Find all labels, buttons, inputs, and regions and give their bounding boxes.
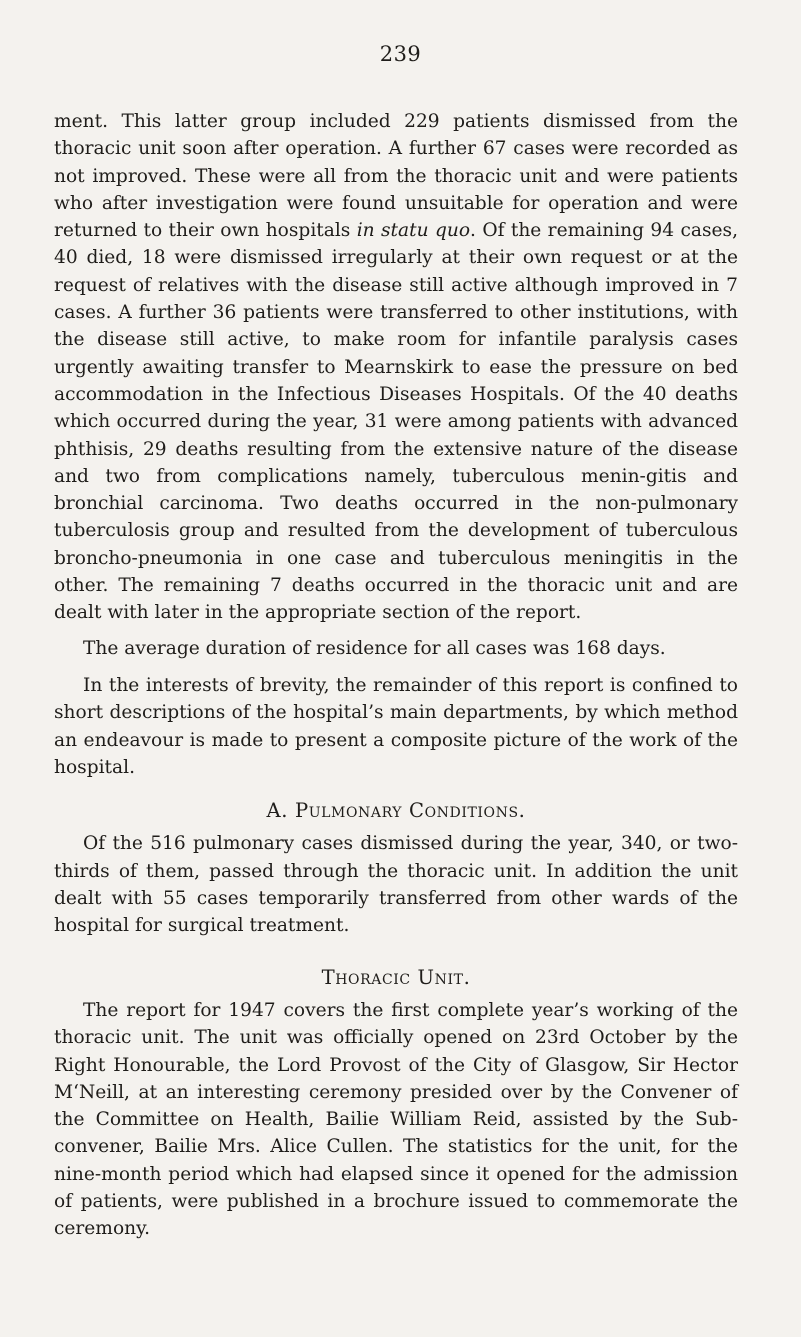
section-heading-pulmonary-conditions: A. Pulmonary Conditions.	[266, 799, 526, 823]
section-heading-thoracic-unit: Thoracic Unit.	[321, 965, 471, 989]
paragraph-2: The average duration of residence for all cases was 168 days.	[83, 637, 666, 659]
paragraph-1-rest: . Of the remaining 94 cases, 40 died, 18 were dismissed irregularly at their own request or at the request of relatives with the disease still active although improved in 7 cases. A further 36 patients were transferred to other institutions, with the disease still active, to make room for infantile paralysis cases urgently awaiting transfer to Mearnskirk to ease the pressure on bed accommodation in the Infectious Diseases Hospitals. Of the 40 deaths which occurred during the year, 31 were among patients with advanced phthisis, 29 deaths resulting from the extensive nature of the disease and two from complications namely, tuberculous menin-gitis and bronchial carcinoma. Two deaths occurred in the non-pulmonary tuberculosis group and resulted from the development of tuberculous broncho-pneumonia in one case and tuberculous meningitis in the other. The remaining 7 deaths occurred in the thoracic unit and are dealt with later in the appropriate section of the report.	[54, 220, 738, 624]
paragraph-1-text: ment. This latter group included 229 patients dismissed from the thoracic unit soon after operation. A further 67 cases were recorded as not improved. These were all from the thoracic unit and were patients who after investigation were found unsuitable for operation and were returned to their own hospitals	[54, 111, 738, 242]
paragraph-3: In the interests of brevity, the remainder of this report is confined to short descriptions of the hospital’s main departments, by which method an endeavour is made to present a composite picture of the work of the hospital.	[54, 674, 738, 778]
paragraph-4: Of the 516 pulmonary cases dismissed during the year, 340, or two-thirds of them, passed through the thoracic unit. In addition the unit dealt with 55 cases temporarily transferred from other wards of the hospital for surgical treatment.	[54, 833, 738, 937]
page-content	[54, 108, 738, 1243]
paragraph-5: The report for 1947 covers the first complete year’s working of the thoracic unit. The unit was officially opened on 23rd October by the Right Honourable, the Lord Provost of the City of Glasgow, Sir Hector M‘Neill, at an interesting ceremony presided over by the Convener of the Committee on Health, Bailie William Reid, assisted by the Sub-convener, Bailie Mrs. Alice Cullen. The statistics for the unit, for the nine-month period which had elapsed since it opened for the admission of patients, were published in a brochure issued to commemorate the ceremony.	[54, 999, 738, 1240]
latin-phrase: in statu quo	[356, 220, 471, 242]
page-number: 239	[379, 42, 422, 66]
paragraph-1	[54, 108, 738, 627]
